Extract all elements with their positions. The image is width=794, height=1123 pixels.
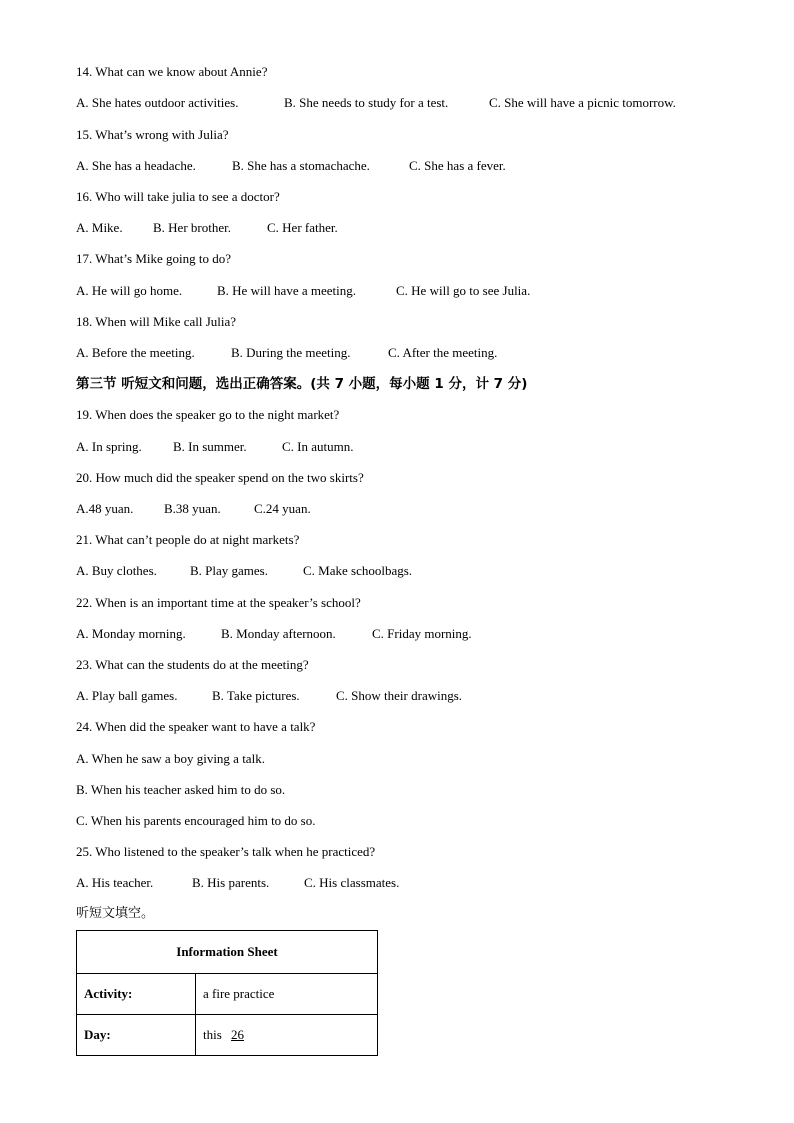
table-row [77,1015,378,1056]
option-c: C. After the meeting. [388,345,498,360]
option-24-b: B. When his teacher asked him to do so. [76,782,286,797]
option-c: C. His classmates. [304,875,400,890]
option-b: B. Play games. [190,563,268,578]
option-c: C. She will have a picnic tomorrow. [489,95,676,110]
options-23 [76,688,462,704]
row-value [196,1015,378,1056]
option-24-c: C. When his parents encouraged him to do so. [76,813,316,828]
option-b: B. In summer. [173,439,247,454]
option-b: B. Her brother. [153,220,231,235]
answer-blank-26[interactable]: 26 [231,1027,245,1042]
question-22: 22. When is an important time at the speaker’s school? [76,595,361,610]
sheet-title: Information Sheet [77,931,378,974]
option-c: C. He will go to see Julia. [396,283,531,298]
question-25: 25. Who listened to the speaker’s talk when he practiced? [76,844,376,859]
option-b: B. He will have a meeting. [217,283,356,298]
option-a: A. Mike. [76,220,123,235]
information-sheet-table [76,930,378,1056]
option-a: A. Before the meeting. [76,345,195,360]
question-14: 14. What can we know about Annie? [76,64,268,79]
question-20: 20. How much did the speaker spend on the two skirts? [76,470,364,485]
value-prefix: this [203,1027,222,1042]
fill-in-title: 听短文填空。 [76,906,155,921]
question-16: 16. Who will take julia to see a doctor? [76,189,280,204]
options-20 [76,501,311,517]
options-18 [76,345,497,361]
option-c: C. She has a fever. [409,158,506,173]
option-a: A. Monday morning. [76,626,186,641]
question-15: 15. What’s wrong with Julia? [76,127,229,142]
table-row [77,974,378,1015]
row-value: a fire practice [196,974,378,1015]
option-c: C. Her father. [267,220,338,235]
option-a: A. She hates outdoor activities. [76,95,239,110]
option-a: A. Play ball games. [76,688,178,703]
option-a: A. She has a headache. [76,158,196,173]
row-label: Day: [77,1015,196,1056]
option-b: B. She has a stomachache. [232,158,370,173]
question-23: 23. What can the students do at the meeting? [76,657,309,672]
row-label: Activity: [77,974,196,1015]
question-17: 17. What’s Mike going to do? [76,251,232,266]
option-a: A. In spring. [76,439,142,454]
options-14 [76,95,676,111]
option-c: C. Make schoolbags. [303,563,413,578]
option-a: A. He will go home. [76,283,183,298]
option-c: C.24 yuan. [254,501,311,516]
options-15 [76,158,506,174]
option-a: A. Buy clothes. [76,563,157,578]
option-c: C. Show their drawings. [336,688,463,703]
option-b: B. His parents. [192,875,270,890]
question-24: 24. When did the speaker want to have a talk? [76,719,316,734]
option-c: C. In autumn. [282,439,354,454]
option-a: A.48 yuan. [76,501,134,516]
question-19: 19. When does the speaker go to the night market? [76,407,340,422]
option-c: C. Friday morning. [372,626,472,641]
options-21 [76,563,412,579]
option-a: A. His teacher. [76,875,154,890]
question-18: 18. When will Mike call Julia? [76,314,237,329]
options-17 [76,283,530,299]
question-21: 21. What can’t people do at night markets? [76,532,300,547]
option-24-a: A. When he saw a boy giving a talk. [76,751,265,766]
options-22 [76,626,472,642]
options-25 [76,875,399,891]
section-3-title: 第三节 听短文和问题，选出正确答案。(共 7 小题，每小题 1 分，计 7 分) [76,376,528,392]
option-b: B. Take pictures. [212,688,300,703]
option-b: B. Monday afternoon. [221,626,336,641]
option-b: B.38 yuan. [164,501,221,516]
options-16 [76,220,338,236]
options-19 [76,439,354,455]
option-b: B. During the meeting. [231,345,351,360]
option-b: B. She needs to study for a test. [284,95,449,110]
table-header-row [77,931,378,974]
